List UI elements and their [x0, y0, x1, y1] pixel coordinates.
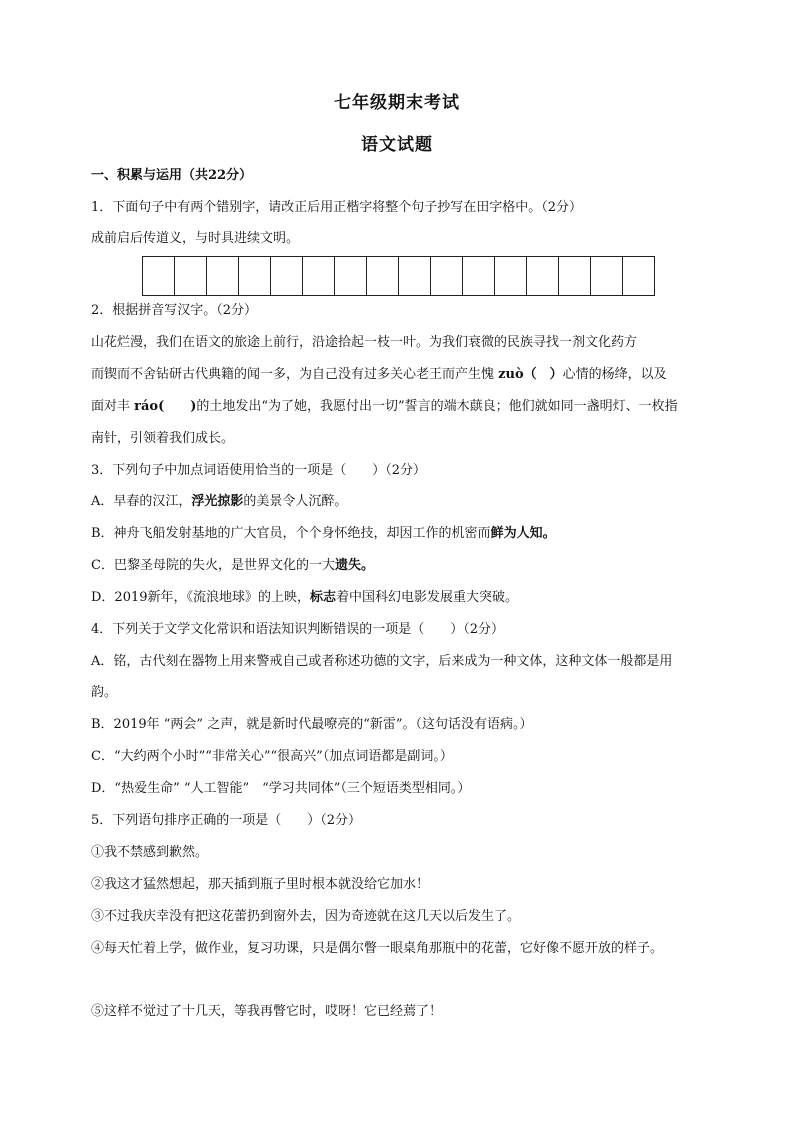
q3-a-text-end: 的美景令人沉醉。	[243, 494, 348, 509]
q2-line-2-a: 而锲而不舍钻研古代典籍的闻一多，为自己没有过多关心老王而产生愧	[91, 367, 499, 382]
subject-title: 语文试题	[361, 135, 433, 155]
grid-cell[interactable]	[367, 257, 399, 295]
q2-line-3	[91, 398, 678, 416]
q5-sentence-1: ①我不禁感到歉然。	[91, 845, 209, 860]
q3-a-text: A．早春的汉江，	[91, 494, 192, 509]
q5-sentence-4: ④每天忙着上学，做作业，复习功课，只是偶尔瞥一眼桌角那瓶中的花蕾，它好像不愿开放的样子。	[91, 941, 664, 956]
q3-option-b[interactable]	[91, 525, 556, 543]
exam-title: 七年级期末考试	[334, 93, 460, 113]
q3-a-emphasis: 浮光掠影	[191, 494, 244, 509]
q4-prompt: 4．下列关于文学文化常识和语法知识判断错误的一项是（ ）（2分）	[91, 622, 505, 637]
q3-b-emphasis: 鲜为人知。	[490, 526, 556, 541]
grid-cell[interactable]	[527, 257, 559, 295]
q2-line-3-a: 面对丰	[91, 399, 135, 414]
grid-cell[interactable]	[463, 257, 495, 295]
q4-option-a-line-1[interactable]: A．铭，古代刻在器物上用来警戒自己或者称述功德的文字，后来成为一种文体，这种文体一般都是用	[91, 654, 673, 669]
q2-line-1: 山花烂漫，我们在语文的旅途上前行，沿途拾起一枝一叶。为我们衰微的民族寻找一剂文化药方	[91, 335, 638, 350]
grid-cell[interactable]	[143, 257, 175, 295]
grid-cell[interactable]	[175, 257, 207, 295]
q2-line-2-b: 心情的杨绛，以及	[562, 367, 667, 382]
q4-option-d[interactable]: D．“热爱生命” “人工智能” “学习共同体”（三个短语类型相同。）	[91, 781, 471, 796]
q2-line-2	[91, 366, 667, 384]
grid-cell[interactable]	[335, 257, 367, 295]
q3-d-emphasis: 标志	[310, 590, 337, 605]
answer-grid[interactable]	[142, 256, 655, 296]
q3-c-text: C．巴黎圣母院的失火，是世界文化的一大	[91, 558, 335, 573]
q3-prompt: 3．下列句子中加点词语使用恰当的一项是（ ）（2分）	[91, 463, 427, 478]
grid-cell[interactable]	[399, 257, 431, 295]
grid-cell[interactable]	[303, 257, 335, 295]
q3-option-c[interactable]	[91, 557, 374, 575]
pinyin-zuo[interactable]: zuò（ ）	[498, 367, 563, 382]
grid-cell[interactable]	[271, 257, 303, 295]
grid-cell[interactable]	[623, 257, 654, 295]
pinyin-rao[interactable]: ráo( )	[134, 399, 197, 414]
q3-d-text: D．2019新年，《流浪地球》的上映，	[91, 590, 311, 605]
q3-option-d[interactable]	[91, 589, 518, 607]
grid-cell[interactable]	[559, 257, 591, 295]
q3-d-text-end: 着中国科幻电影发展重大突破。	[336, 590, 519, 605]
q4-option-a-line-2[interactable]: 韵。	[91, 685, 118, 700]
q3-b-text: B．神舟飞船发射基地的广大官员，个个身怀绝技，却因工作的机密而	[91, 526, 491, 541]
q4-option-c[interactable]: C．“大约两个小时”“非常关心”“很高兴”（加点词语都是副词。）	[91, 749, 453, 764]
grid-cell[interactable]	[495, 257, 527, 295]
q2-prompt: 2．根据拼音写汉字。（2分）	[91, 303, 258, 318]
q1-prompt: 1．下面句子中有两个错别字，请改正后用正楷字将整个句子抄写在田字格中。（2分）	[91, 200, 583, 215]
q3-option-a[interactable]	[91, 493, 347, 511]
q4-option-b[interactable]: B．2019年 “两会” 之声，就是新时代最嘹亮的“新雷”。（这句话没有语病。）	[91, 717, 533, 732]
q5-sentence-5: ⑤这样不觉过了十几天，等我再瞥它时，哎呀！它已经蔫了！	[91, 1004, 443, 1019]
grid-cell[interactable]	[591, 257, 623, 295]
grid-cell[interactable]	[431, 257, 463, 295]
q3-c-emphasis: 遗失。	[334, 558, 374, 573]
q5-sentence-2: ②我这才猛然想起，那天插到瓶子里时根本就没给它加水！	[91, 877, 430, 892]
q5-prompt: 5．下列语句排序正确的一项是（ ）（2分）	[91, 813, 362, 828]
q5-sentence-3: ③不过我庆幸没有把这花蕾扔到窗外去，因为奇迹就在这几天以后发生了。	[91, 909, 521, 924]
grid-cell[interactable]	[207, 257, 239, 295]
q2-line-4: 南针，引领着我们成长。	[91, 431, 235, 446]
q2-line-3-b: 的土地发出“为了她，我愿付出一切”誓言的端木蕻良；他们就如同一盏明灯、一枚指	[196, 399, 678, 414]
grid-cell[interactable]	[239, 257, 271, 295]
q1-sentence: 成前启后传道义，与时具进续文明。	[91, 231, 300, 246]
section-heading: 一、积累与运用（共22分）	[91, 168, 253, 183]
